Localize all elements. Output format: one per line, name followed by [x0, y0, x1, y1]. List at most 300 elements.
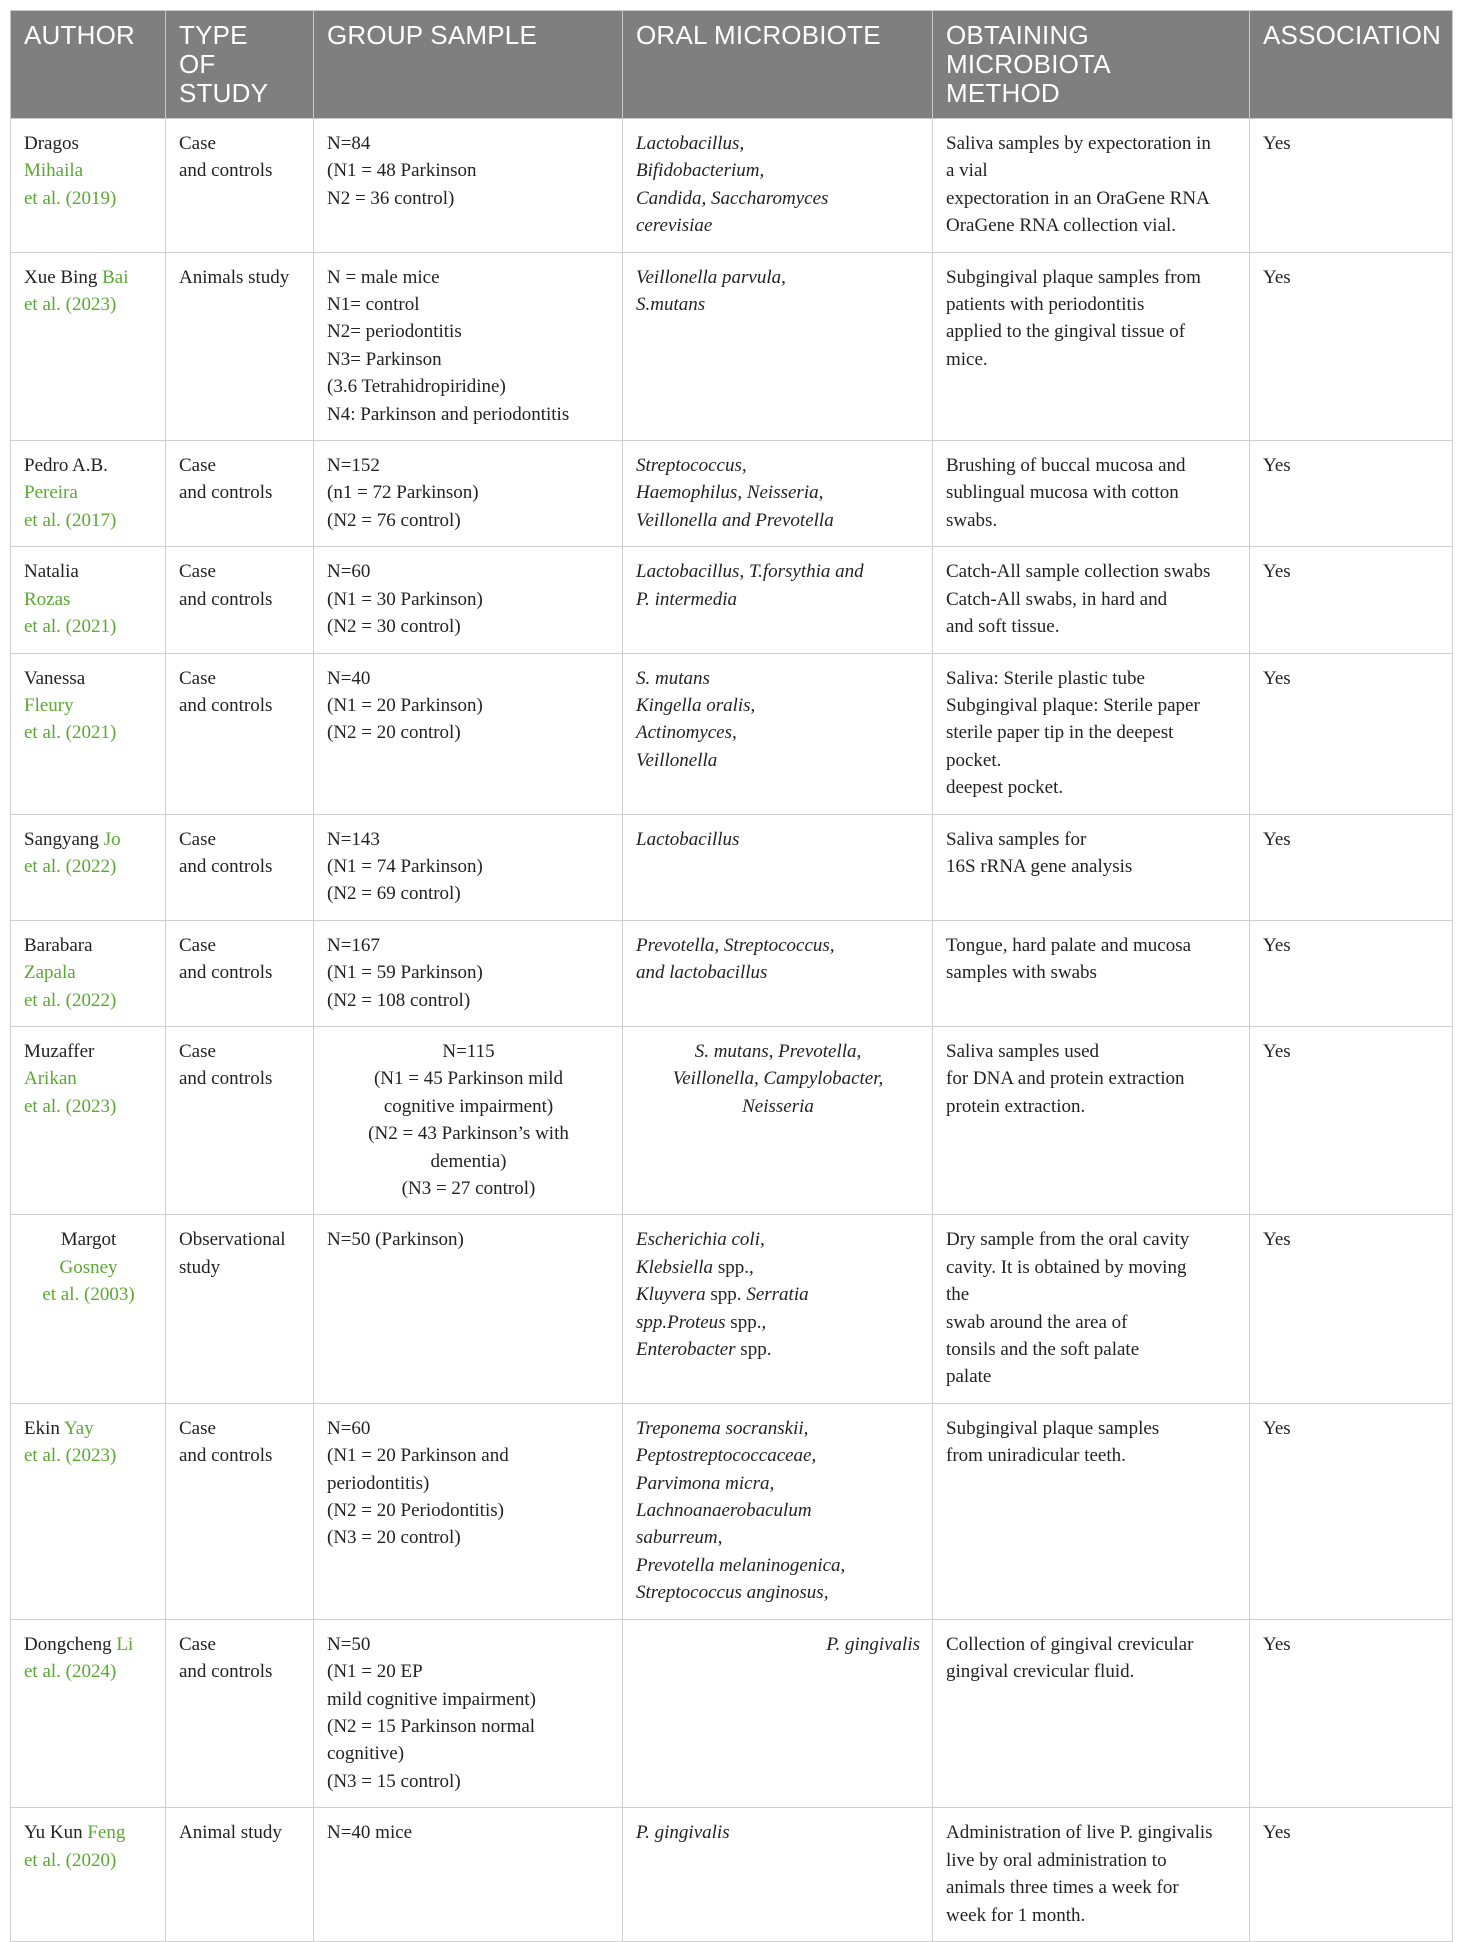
- author-surname-link[interactable]: Jo: [103, 828, 121, 850]
- method-line: Saliva: Sterile plastic tube: [946, 667, 1145, 689]
- microbiote-segment: Escherichia coli,: [636, 1229, 765, 1251]
- type-line: and controls: [179, 588, 273, 610]
- group-cell: [314, 653, 623, 814]
- microbiote-line: Streptococcus,: [636, 455, 747, 477]
- author-surname-link[interactable]: Feng: [87, 1822, 126, 1844]
- type-line: study: [179, 1256, 221, 1278]
- author-year-link[interactable]: [24, 613, 153, 640]
- header-obtaining-method: [933, 11, 1250, 119]
- author-cell: [11, 1215, 166, 1403]
- method-line: gingival crevicular fluid.: [946, 1661, 1135, 1683]
- group-cell: [314, 1026, 623, 1214]
- author-surname-link[interactable]: Yay: [63, 1417, 94, 1439]
- type-line: Case: [179, 1633, 216, 1655]
- microbiote-line: Veillonella, Campylobacter,: [672, 1068, 884, 1090]
- author-year[interactable]: et al. (2021): [24, 616, 117, 638]
- type-cell: [166, 119, 314, 253]
- author-surname-link[interactable]: Li: [116, 1633, 134, 1655]
- author-first-name: Yu Kun: [24, 1822, 83, 1844]
- author-name-line: [24, 1631, 153, 1658]
- type-cell: [166, 814, 314, 920]
- method-line: tonsils and the soft palate: [946, 1339, 1140, 1361]
- group-line: (N3 = 15 control): [327, 1770, 461, 1792]
- microbiote-line: Streptococcus anginosus,: [636, 1582, 829, 1604]
- author-year-link[interactable]: [24, 1658, 153, 1685]
- group-line: N=40: [327, 667, 371, 689]
- group-line: N=50: [327, 1633, 371, 1655]
- association-value: Yes: [1263, 455, 1291, 477]
- type-line: and controls: [179, 160, 273, 182]
- author-year[interactable]: et al. (2022): [24, 855, 117, 877]
- method-line: live by oral administration to: [946, 1849, 1167, 1871]
- method-line: Catch-All swabs, in hard and: [946, 588, 1168, 610]
- method-line: swabs.: [946, 509, 998, 531]
- author-year[interactable]: et al. (2024): [24, 1661, 117, 1683]
- author-first-name: Dragos: [24, 133, 79, 154]
- microbiote-segment: Enterobacter: [636, 1339, 736, 1361]
- method-line: Subgingival plaque samples from: [946, 266, 1201, 288]
- group-cell: [314, 252, 623, 440]
- group-line: N=143: [327, 828, 380, 850]
- microbiote-cell: [623, 441, 933, 547]
- microbiote-line: S. mutans, Prevotella,: [694, 1040, 862, 1062]
- table-row: [11, 920, 1453, 1026]
- header-group-sample: [314, 11, 623, 119]
- method-cell: [933, 119, 1250, 253]
- method-line: Administration of live P. gingivalis: [946, 1822, 1213, 1844]
- microbiote-cell: [623, 252, 933, 440]
- group-line: cognitive impairment): [383, 1095, 554, 1117]
- table-row: [11, 1215, 1453, 1403]
- microbiote-line: Lactobacillus,: [636, 133, 745, 154]
- type-line: Observational: [179, 1229, 286, 1251]
- author-surname-link[interactable]: Arikan: [24, 1068, 77, 1090]
- method-line: and soft tissue.: [946, 616, 1060, 638]
- microbiote-cell: [623, 1619, 933, 1807]
- table-row: [11, 814, 1453, 920]
- group-cell: [314, 920, 623, 1026]
- group-line: (N1 = 20 Parkinson and: [327, 1445, 509, 1467]
- method-line: Subgingival plaque samples: [946, 1417, 1160, 1439]
- method-line: Saliva samples used: [946, 1040, 1100, 1062]
- microbiote-line: cerevisiae: [636, 215, 713, 237]
- method-line: Dry sample from the oral cavity: [946, 1229, 1190, 1251]
- header-type-of-study: [166, 11, 314, 119]
- header-method-label: OBTAINING MICROBIOTA METHOD: [946, 20, 1110, 108]
- author-cell: [11, 1026, 166, 1214]
- microbiote-segment: spp.,: [725, 1311, 767, 1333]
- microbiote-line: saburreum,: [636, 1527, 723, 1549]
- table-row: [11, 119, 1453, 253]
- method-line: samples with swabs: [946, 962, 1097, 984]
- association-value: Yes: [1263, 266, 1291, 288]
- author-surname-link[interactable]: Bai: [102, 266, 129, 288]
- microbiote-line: Parvimona micra,: [636, 1472, 775, 1494]
- association-value: Yes: [1263, 934, 1291, 956]
- association-value: Yes: [1263, 1633, 1291, 1655]
- association-cell: [1250, 920, 1453, 1026]
- type-line: Case: [179, 133, 216, 154]
- author-year-link[interactable]: [24, 185, 153, 212]
- author-first-name: Ekin: [24, 1417, 60, 1439]
- table-row: [11, 1026, 1453, 1214]
- author-cell: [11, 119, 166, 253]
- header-group-label: GROUP SAMPLE: [327, 20, 537, 50]
- type-line: Case: [179, 934, 216, 956]
- method-cell: [933, 547, 1250, 653]
- microbiote-cell: [623, 814, 933, 920]
- association-value: Yes: [1263, 828, 1291, 850]
- microbiote-line: Peptostreptococcaceae,: [636, 1445, 817, 1467]
- group-line: N=40 mice: [327, 1822, 413, 1844]
- method-line: protein extraction.: [946, 1095, 1086, 1117]
- microbiote-line: S. mutans: [636, 667, 710, 689]
- header-association-label: ASSOCIATION: [1263, 20, 1441, 50]
- method-cell: [933, 1619, 1250, 1807]
- author-year[interactable]: et al. (2003): [42, 1284, 135, 1306]
- group-line: (N1 = 20 Parkinson): [327, 694, 483, 716]
- author-cell: [11, 547, 166, 653]
- author-year[interactable]: et al. (2019): [24, 187, 117, 209]
- type-line: Animal study: [179, 1822, 282, 1844]
- author-first-name: Sangyang: [24, 828, 99, 850]
- group-cell: [314, 1619, 623, 1807]
- association-cell: [1250, 119, 1453, 253]
- group-line: (3.6 Tetrahidropiridine): [327, 376, 506, 398]
- header-author-label: AUTHOR: [24, 20, 135, 50]
- microbiote-cell: [623, 1026, 933, 1214]
- group-cell: [314, 814, 623, 920]
- author-year-link[interactable]: [24, 507, 153, 534]
- type-line: Case: [179, 1417, 216, 1439]
- header-author: [11, 11, 166, 119]
- author-year[interactable]: et al. (2021): [24, 722, 117, 744]
- author-surname-link[interactable]: Pereira: [24, 482, 78, 504]
- method-cell: [933, 920, 1250, 1026]
- microbiote-line: Veillonella: [636, 749, 718, 771]
- type-line: Case: [179, 1040, 216, 1062]
- group-cell: [314, 547, 623, 653]
- microbiote-line: S.mutans: [636, 294, 706, 316]
- group-line: (N1 = 30 Parkinson): [327, 588, 483, 610]
- type-line: Case: [179, 561, 216, 583]
- microbiote-cell: [623, 920, 933, 1026]
- microbiote-line: Neisseria: [742, 1095, 814, 1117]
- microbiote-cell: [623, 119, 933, 253]
- author-year[interactable]: et al. (2023): [24, 294, 117, 316]
- method-line: a vial: [946, 160, 988, 182]
- author-first-name: Xue Bing: [24, 266, 98, 288]
- microbiote-line: [636, 1336, 920, 1363]
- author-year[interactable]: et al. (2022): [24, 989, 117, 1011]
- header-type-label: TYPE OF STUDY: [179, 20, 269, 108]
- group-line: (N2 = 15 Parkinson normal: [327, 1716, 536, 1738]
- method-line: sublingual mucosa with cotton: [946, 482, 1179, 504]
- table-row: [11, 547, 1453, 653]
- method-line: Collection of gingival crevicular: [946, 1633, 1194, 1655]
- microbiote-cell: [623, 1215, 933, 1403]
- method-line: from uniradicular teeth.: [946, 1445, 1126, 1467]
- author-first-name: Barabara: [24, 934, 93, 956]
- author-name-line: [24, 1415, 153, 1442]
- group-line: N=152: [327, 455, 380, 477]
- microbiote-line: [636, 1281, 920, 1308]
- group-line: cognitive): [327, 1743, 405, 1765]
- microbiote-line: [636, 1254, 920, 1281]
- group-cell: [314, 1215, 623, 1403]
- association-cell: [1250, 1215, 1453, 1403]
- microbiote-line: Kingella oralis,: [636, 694, 756, 716]
- header-row: [11, 11, 1453, 119]
- method-line: cavity. It is obtained by moving: [946, 1256, 1187, 1278]
- author-year-link[interactable]: [24, 719, 153, 746]
- type-line: Animals study: [179, 266, 290, 288]
- microbiote-segment: spp.Proteus: [636, 1311, 726, 1333]
- association-value: Yes: [1263, 1822, 1291, 1844]
- group-line: (N1 = 20 EP: [327, 1661, 423, 1683]
- method-line: mice.: [946, 348, 988, 370]
- method-line: applied to the gingival tissue of: [946, 321, 1186, 343]
- microbiote-segment: Serratia: [746, 1284, 809, 1306]
- author-first-name: Dongcheng: [24, 1633, 112, 1655]
- type-line: and controls: [179, 482, 273, 504]
- method-line: Catch-All sample collection swabs: [946, 561, 1211, 583]
- group-line: N3= Parkinson: [327, 348, 442, 370]
- group-line: (n1 = 72 Parkinson): [327, 482, 479, 504]
- author-year-link[interactable]: [24, 1847, 153, 1874]
- method-line: Tongue, hard palate and mucosa: [946, 934, 1192, 956]
- author-name-line: [24, 1819, 153, 1846]
- type-cell: [166, 547, 314, 653]
- group-cell: [314, 1808, 623, 1942]
- method-cell: [933, 441, 1250, 547]
- method-line: 16S rRNA gene analysis: [946, 855, 1133, 877]
- group-line: N=115: [442, 1040, 495, 1062]
- association-value: Yes: [1263, 133, 1291, 154]
- author-year-link[interactable]: [24, 987, 153, 1014]
- group-line: (N2 = 30 control): [327, 616, 461, 638]
- table-body: [11, 119, 1453, 1942]
- microbiote-line: P. intermedia: [636, 588, 737, 610]
- group-line: N=167: [327, 934, 380, 956]
- author-year-link[interactable]: [24, 1093, 153, 1120]
- microbiote-line: Candida, Saccharomyces: [636, 187, 829, 209]
- table-row: [11, 441, 1453, 547]
- group-line: periodontitis): [327, 1472, 430, 1494]
- group-line: (N1 = 74 Parkinson): [327, 855, 483, 877]
- author-cell: [11, 252, 166, 440]
- author-cell: [11, 814, 166, 920]
- group-line: (N2 = 108 control): [327, 989, 471, 1011]
- author-year[interactable]: et al. (2020): [24, 1849, 117, 1871]
- microbiote-line: Lactobacillus: [636, 828, 740, 850]
- method-line: expectoration in an OraGene RNA: [946, 187, 1210, 209]
- author-first-name: Vanessa: [24, 667, 86, 689]
- method-cell: [933, 1215, 1250, 1403]
- author-cell: [11, 653, 166, 814]
- microbiote-line: P. gingivalis: [636, 1822, 730, 1844]
- type-cell: [166, 1808, 314, 1942]
- type-line: Case: [179, 455, 216, 477]
- group-line: N2= periodontitis: [327, 321, 462, 343]
- table-header: [11, 11, 1453, 119]
- type-line: Case: [179, 667, 216, 689]
- author-first-name: Muzaffer: [24, 1040, 95, 1062]
- group-line: (N2 = 43 Parkinson’s with: [368, 1123, 569, 1145]
- group-line: N2 = 36 control): [327, 187, 455, 209]
- author-surname-link[interactable]: Fleury: [24, 694, 74, 716]
- author-name-line: [24, 264, 153, 291]
- table-row: [11, 653, 1453, 814]
- group-line: (N2 = 69 control): [327, 883, 461, 905]
- association-cell: [1250, 441, 1453, 547]
- author-year[interactable]: et al. (2017): [24, 509, 117, 531]
- method-line: Brushing of buccal mucosa and: [946, 455, 1186, 477]
- association-value: Yes: [1263, 1040, 1291, 1062]
- group-line: N=60: [327, 561, 371, 583]
- microbiote-line: Prevotella melaninogenica,: [636, 1554, 846, 1576]
- table-row: [11, 1619, 1453, 1807]
- author-year[interactable]: et al. (2023): [24, 1445, 117, 1467]
- association-cell: [1250, 814, 1453, 920]
- author-cell: [11, 1808, 166, 1942]
- association-value: Yes: [1263, 561, 1291, 583]
- microbiote-line: Lachnoanaerobaculum: [636, 1500, 812, 1522]
- group-line: N = male mice: [327, 266, 440, 288]
- type-cell: [166, 920, 314, 1026]
- group-cell: [314, 119, 623, 253]
- association-cell: [1250, 1403, 1453, 1619]
- group-line: (N1 = 48 Parkinson: [327, 160, 477, 182]
- group-line: (N1 = 45 Parkinson mild: [373, 1068, 564, 1090]
- group-line: N=50 (Parkinson): [327, 1229, 464, 1251]
- group-line: N=84: [327, 133, 371, 154]
- microbiote-line: Bifidobacterium,: [636, 160, 765, 182]
- method-cell: [933, 814, 1250, 920]
- author-surname-link[interactable]: Mihaila: [24, 160, 84, 182]
- microbiote-cell: [623, 653, 933, 814]
- author-year-link[interactable]: [24, 1281, 153, 1308]
- microbiote-cell: [623, 547, 933, 653]
- association-value: Yes: [1263, 1417, 1291, 1439]
- method-cell: [933, 1808, 1250, 1942]
- author-cell: [11, 920, 166, 1026]
- author-surname-link[interactable]: Zapala: [24, 962, 76, 984]
- author-first-name: Natalia: [24, 561, 79, 583]
- microbiote-line: Actinomyces,: [636, 722, 737, 744]
- type-cell: [166, 1403, 314, 1619]
- method-line: palate: [946, 1366, 992, 1388]
- association-cell: [1250, 1026, 1453, 1214]
- method-line: Saliva samples for: [946, 828, 1087, 850]
- type-cell: [166, 441, 314, 547]
- type-line: Case: [179, 828, 216, 850]
- group-line: mild cognitive impairment): [327, 1688, 536, 1710]
- method-line: swab around the area of: [946, 1311, 1128, 1333]
- microbiote-line: [636, 1309, 920, 1336]
- table-row: [11, 1808, 1453, 1942]
- microbiote-segment: spp.,: [713, 1256, 754, 1278]
- group-line: (N3 = 27 control): [401, 1178, 536, 1199]
- method-line: patients with periodontitis: [946, 294, 1145, 316]
- author-year-link[interactable]: [24, 1442, 153, 1469]
- author-surname-link[interactable]: Gosney: [59, 1256, 118, 1278]
- type-line: and controls: [179, 1068, 273, 1090]
- method-line: for DNA and protein extraction: [946, 1068, 1185, 1090]
- type-line: and controls: [179, 694, 273, 716]
- group-line: N1= control: [327, 294, 420, 316]
- association-cell: [1250, 653, 1453, 814]
- type-line: and controls: [179, 962, 273, 984]
- author-year[interactable]: et al. (2023): [24, 1095, 117, 1117]
- association-cell: [1250, 252, 1453, 440]
- group-line: (N2 = 20 Periodontitis): [327, 1500, 504, 1522]
- microbiote-segment: Kluyvera: [636, 1284, 706, 1306]
- author-cell: [11, 441, 166, 547]
- method-line: OraGene RNA collection vial.: [946, 215, 1177, 237]
- header-microbiote-label: ORAL MICROBIOTE: [636, 20, 881, 50]
- microbiote-line: Veillonella parvula,: [636, 266, 786, 288]
- microbiote-line: Treponema socranskii,: [636, 1417, 809, 1439]
- method-cell: [933, 1026, 1250, 1214]
- association-cell: [1250, 1619, 1453, 1807]
- type-cell: [166, 1619, 314, 1807]
- studies-table: [10, 10, 1453, 1942]
- group-line: (N2 = 20 control): [327, 722, 461, 744]
- association-cell: [1250, 1808, 1453, 1942]
- method-line: pocket.: [946, 749, 1002, 771]
- author-first-name: Margot: [60, 1229, 117, 1251]
- microbiote-line: [636, 1226, 920, 1253]
- group-line: (N2 = 76 control): [327, 509, 461, 531]
- microbiote-line: Veillonella and Prevotella: [636, 509, 834, 531]
- microbiote-line: P. gingivalis: [826, 1633, 920, 1655]
- author-year-link[interactable]: [24, 291, 153, 318]
- microbiote-line: Prevotella, Streptococcus,: [636, 934, 835, 956]
- author-cell: [11, 1619, 166, 1807]
- type-line: and controls: [179, 855, 273, 877]
- table-row: [11, 252, 1453, 440]
- method-line: Subgingival plaque: Sterile paper: [946, 694, 1200, 716]
- table-row: [11, 1403, 1453, 1619]
- author-name-line: [24, 826, 153, 853]
- group-cell: [314, 441, 623, 547]
- group-line: dementia): [430, 1150, 507, 1172]
- method-cell: [933, 1403, 1250, 1619]
- method-cell: [933, 653, 1250, 814]
- header-oral-microbiote: [623, 11, 933, 119]
- type-cell: [166, 1215, 314, 1403]
- method-line: animals three times a week for: [946, 1877, 1179, 1899]
- association-value: Yes: [1263, 667, 1291, 689]
- group-line: (N1 = 59 Parkinson): [327, 962, 483, 984]
- method-line: week for 1 month.: [946, 1904, 1086, 1926]
- group-line: N=60: [327, 1417, 371, 1439]
- author-cell: [11, 1403, 166, 1619]
- type-cell: [166, 252, 314, 440]
- association-value: Yes: [1263, 1229, 1291, 1251]
- author-first-name: Pedro A.B.: [24, 455, 108, 477]
- author-year-link[interactable]: [24, 853, 153, 880]
- microbiote-segment: spp.: [705, 1284, 747, 1306]
- microbiote-cell: [623, 1808, 933, 1942]
- group-line: (N3 = 20 control): [327, 1527, 461, 1549]
- group-cell: [314, 1403, 623, 1619]
- association-cell: [1250, 547, 1453, 653]
- type-cell: [166, 653, 314, 814]
- group-line: N4: Parkinson and periodontitis: [327, 403, 570, 425]
- author-surname-link[interactable]: Rozas: [24, 588, 71, 610]
